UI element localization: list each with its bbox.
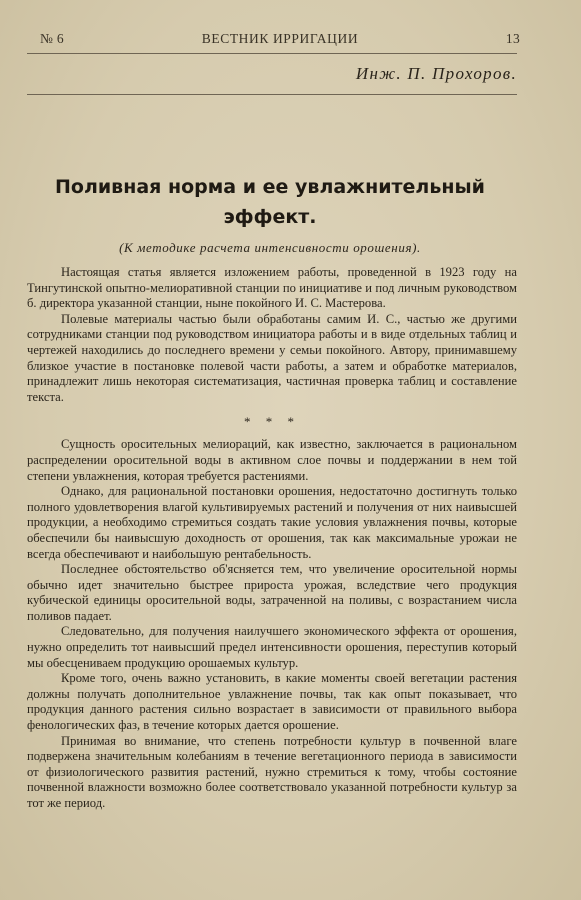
page-number: 13 (505, 31, 520, 46)
paragraph: Настоящая статья является изложением работы, проведенной в 1923 году на Тингутинской опытно-мелиоративной станции по инициативе и под личным руководством б. директора указанной станции, ныне покойного И. С. Мастерова. (27, 265, 517, 311)
paragraph: Сущность оросительных мелиораций, как известно, заключается в рациональном распределении оросительной воды в активном слое почвы и поддержании в нем той степени увлажнения, которая требуется растениями. (27, 437, 517, 483)
article-subtitle: (К методике расчета интенсивности орошения). (119, 240, 421, 255)
author-name: Инж. П. Прохоров. (355, 64, 517, 83)
article-title (20, 172, 520, 232)
paragraph: Однако, для рациональной постановки орошения, недостаточно достигнуть только полного удовлетворения влагой культивируемых растений и получения от них наивысшей продукции, а необходимо стремиться создать такие условия увлажнения почвы, которые обеспечили бы наивысшую доходность от орошения, так как максимальные урожаи не всегда обеспечивают и наибольшую рентабельность. (27, 484, 517, 561)
section-separator: * * * (244, 414, 300, 430)
paragraph: Следовательно, для получения наилучшего экономического эффекта от орошения, нужно определить тот наивысший предел интенсивности орошения, переступив который мы обесцениваем продукцию орошаемых культур. (27, 624, 517, 670)
article-title-line-2: эффект. (223, 206, 317, 228)
issue-number: № 6 (40, 31, 64, 46)
header-rule (27, 53, 517, 54)
article-title-line-1: Поливная норма и ее увлажнительный (55, 176, 485, 198)
paragraph: Последнее обстоятельство об'ясняется тем, что увеличение оросительной нормы обычно идет значительно быстрее прироста урожая, вследствие чего продукция кубической единицы оросительной воды, затраченной на поливы, с возрастанием числа поливов падает. (27, 562, 517, 623)
paragraph: Кроме того, очень важно установить, в какие моменты своей вегетации растения должны получать дополнительное увлажнение почвы, так как опыт показывает, что продукция данного растения сильно возрастает в зависимости от правильного выбора фенологических фаз, в течение которых дается орошение. (27, 671, 517, 733)
journal-title: ВЕСТНИК ИРРИГАЦИИ (201, 31, 359, 46)
paragraph: Полевые материалы частью были обработаны самим И. С., частью же другими сотрудниками станции под руководством инициатора работы и в виде отдельных таблиц и чертежей находились до последнего времени у семьи покойного. Автору, принимавшему близкое участие в постановке полевой части работы, а затем и обработке материалов, принадлежит лишь некоторая систематизация, частичная проверка таблиц и составление текста. (27, 311, 517, 404)
article-body (27, 265, 517, 812)
running-header (40, 31, 520, 51)
paragraph: Принимая во внимание, что степень потребности культур в почвенной влаге подвержена значительным колебаниям в течение вегетационного периода в зависимости от физиологического развития растений, нужно стремиться к тому, чтобы состояние почвенной влажности возможно более соответствовало указанной потребности культур за тот же период. (27, 733, 517, 810)
author-rule (27, 94, 517, 95)
